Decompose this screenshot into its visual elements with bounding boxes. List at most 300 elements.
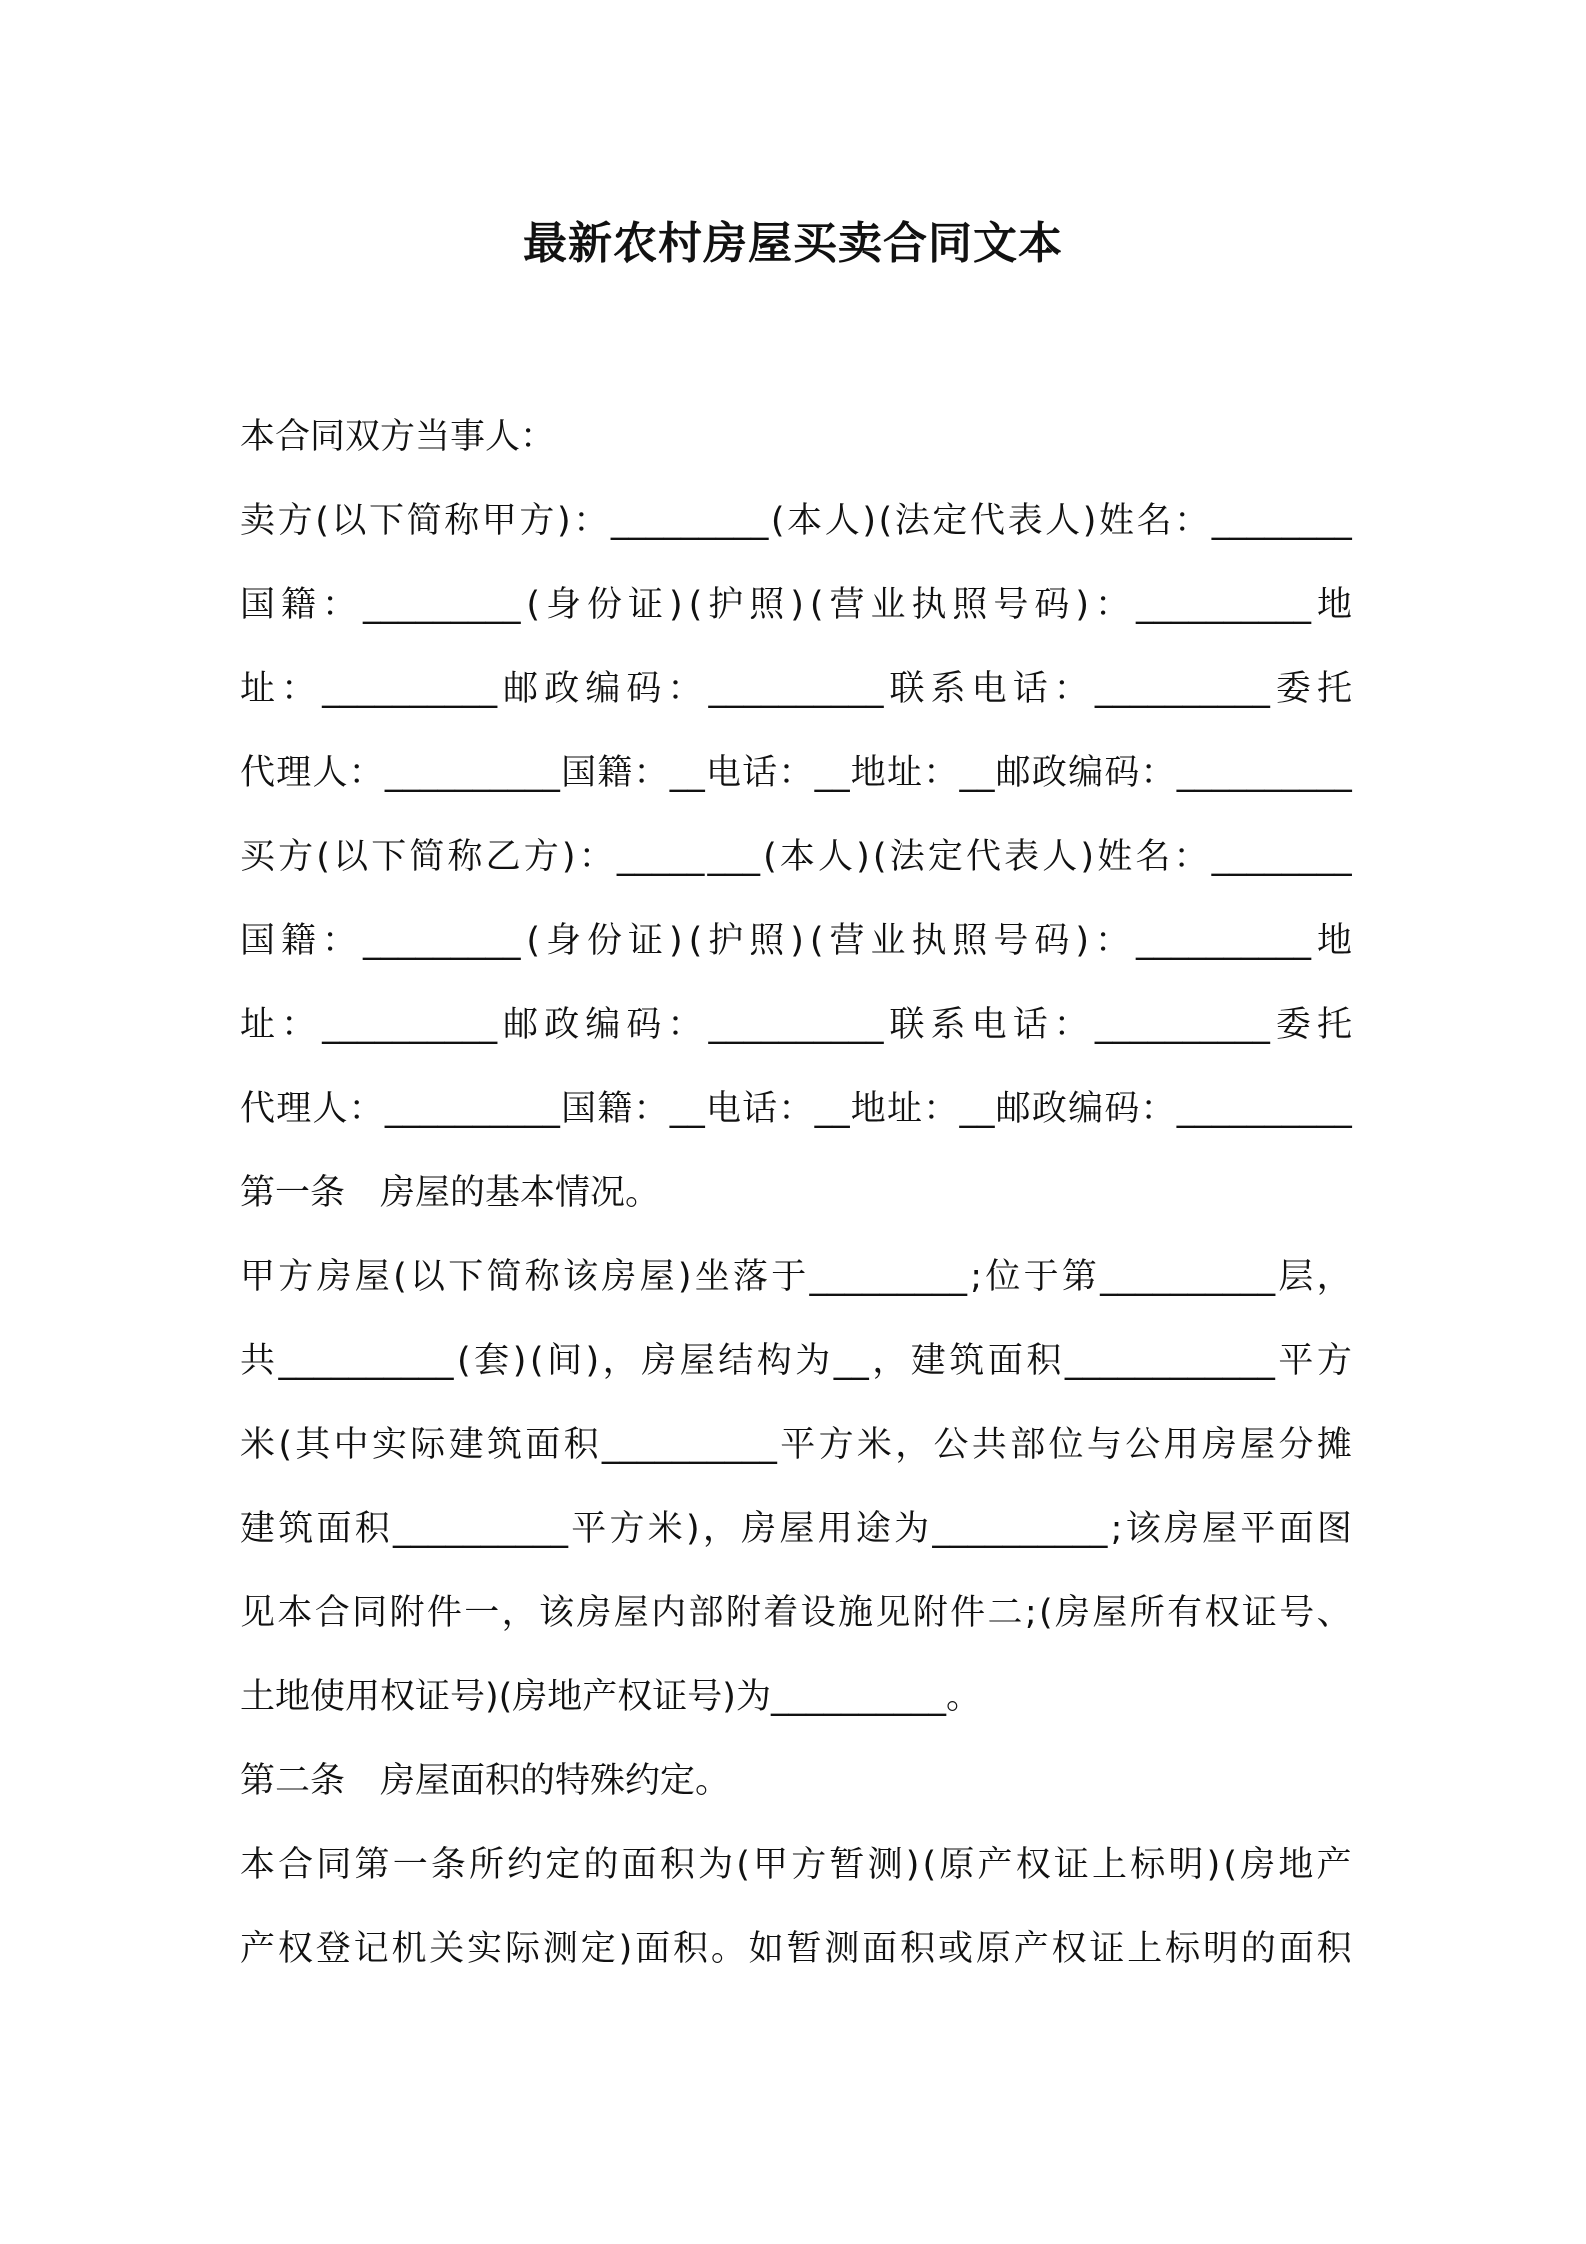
text-glyph: 标 (1130, 1845, 1166, 1885)
text-glyph: 图 (1316, 1509, 1352, 1549)
text-glyph: 积 (1316, 1929, 1352, 1969)
text-glyph: 国 (561, 753, 597, 793)
text-glyph: 称 (447, 837, 483, 877)
text-glyph: 暂 (786, 1929, 822, 1969)
text-glyph: 房 (1201, 1425, 1237, 1465)
text-glyph: 房 (576, 1593, 612, 1633)
text-glyph: 称 (524, 1257, 560, 1297)
buyer-agent-line (240, 1079, 1352, 1163)
text-glyph: 产 (1316, 1845, 1352, 1885)
text-glyph: 屋 (1092, 1593, 1128, 1633)
text-glyph: 表 (1007, 501, 1043, 541)
text-glyph: 政 (1031, 753, 1067, 793)
text-glyph: ) (669, 585, 683, 625)
text-glyph: __ (669, 753, 705, 793)
text-glyph: 份 (587, 585, 623, 625)
text-glyph: 房 (1055, 1593, 1091, 1633)
text-glyph: ， (872, 1341, 908, 1381)
text-glyph: 于 (1023, 1257, 1059, 1297)
text-glyph: 构 (756, 1341, 792, 1381)
text-glyph: 以 (333, 837, 369, 877)
text-glyph: __ (814, 753, 850, 793)
text-glyph: 姓 (1097, 837, 1133, 877)
article-1-paragraph-line (240, 1583, 1352, 1667)
text-glyph: 平 (1240, 1509, 1276, 1549)
text-glyph: 码 (626, 1005, 662, 1045)
text-glyph: 下 (371, 837, 407, 877)
text-glyph: 面 (1278, 1929, 1314, 1969)
text-glyph: ： (321, 921, 357, 961)
text-glyph: __________ (932, 1509, 1108, 1549)
text-glyph: __________ (384, 753, 560, 793)
text-glyph: ) (1075, 585, 1090, 625)
text-glyph: 定 (927, 837, 963, 877)
text-glyph: 人 (312, 753, 348, 793)
text-glyph: 米 (647, 1509, 683, 1549)
text-glyph: 政 (1031, 1089, 1067, 1129)
text-glyph: 表 (1004, 837, 1040, 877)
text-glyph: 编 (1068, 753, 1104, 793)
text-glyph: 平 (1278, 1341, 1314, 1381)
article-1-paragraph-line (240, 1415, 1352, 1499)
text-glyph: ( (770, 501, 785, 541)
text-glyph: 号 (993, 585, 1029, 625)
text-glyph: 机 (391, 1929, 427, 1969)
text-glyph: 际 (410, 1425, 446, 1465)
text-glyph: 第 (1061, 1257, 1097, 1297)
text-glyph: ： (633, 753, 669, 793)
text-glyph: ( (878, 501, 893, 541)
text-glyph: 联 (889, 669, 925, 709)
text-glyph: 米 (856, 1425, 892, 1465)
text-glyph: 同 (316, 1845, 352, 1885)
text-glyph: 平 (780, 1425, 816, 1465)
text-glyph: 人 (824, 501, 860, 541)
text-glyph: ( (526, 921, 541, 961)
text-glyph: __________ (1094, 669, 1270, 709)
seller-agent-line (240, 743, 1352, 827)
text-glyph: ( (393, 1257, 407, 1297)
text-glyph: 定 (580, 1929, 616, 1969)
text-glyph: 系 (930, 1005, 966, 1045)
text-glyph: 营 (829, 921, 865, 961)
text-glyph: 政 (544, 669, 580, 709)
text-glyph: ; (1110, 1509, 1123, 1549)
text-glyph: 电 (705, 1089, 741, 1129)
text-glyph: 结 (718, 1341, 754, 1381)
text-glyph: ) (585, 1341, 600, 1381)
text-glyph: 法 (889, 837, 925, 877)
text-glyph: 码 (626, 669, 662, 709)
text-glyph: 积 (672, 1929, 708, 1969)
text-glyph: ： (1140, 1089, 1176, 1129)
text-glyph: 方 (523, 837, 559, 877)
text-glyph: 积 (900, 1929, 936, 1969)
text-glyph: 上 (1092, 1845, 1128, 1885)
text-glyph: 件 (426, 1593, 462, 1633)
article-2-heading: 第二条 房屋面积的特殊约定。 (240, 1761, 731, 1801)
text-glyph: 护 (708, 585, 744, 625)
text-glyph: ) (905, 1845, 920, 1885)
text-glyph: 途 (855, 1509, 891, 1549)
text-glyph: 产 (977, 1845, 1013, 1885)
document-title: 最新农村房屋买卖合同文本 (523, 218, 1063, 269)
text-glyph: 其 (295, 1425, 331, 1465)
text-glyph: 原 (975, 1929, 1011, 1969)
text-glyph: 附 (912, 1593, 948, 1633)
text-glyph: 房 (641, 1341, 677, 1381)
text-glyph: 编 (1068, 1089, 1104, 1129)
text-glyph: __ (959, 1089, 995, 1129)
text-glyph: __ (959, 753, 995, 793)
text-glyph: 约 (507, 1845, 543, 1885)
text-glyph: 号 (1279, 1593, 1315, 1633)
text-glyph: 面 (621, 1845, 657, 1885)
text-glyph: 本 (779, 837, 815, 877)
text-glyph: __________ (278, 1341, 454, 1381)
text-glyph: 二 (987, 1593, 1023, 1633)
text-glyph: 址 (887, 753, 923, 793)
text-glyph: 国 (240, 921, 276, 961)
text-glyph: __________ (1100, 1257, 1276, 1297)
text-glyph: 用 (817, 1509, 853, 1549)
text-glyph: ( (315, 501, 329, 541)
text-glyph: 该 (539, 1593, 575, 1633)
text-glyph: 照 (749, 585, 785, 625)
text-glyph: 方 (278, 837, 314, 877)
text-glyph: ________ (1211, 837, 1352, 877)
text-glyph: 以 (409, 1257, 445, 1297)
text-glyph: __________ (393, 1509, 568, 1549)
text-glyph: 身 (546, 585, 582, 625)
text-glyph: 套 (474, 1341, 510, 1381)
text-glyph: 测 (867, 1845, 903, 1885)
text-glyph: ： (778, 1089, 814, 1129)
text-glyph: 码 (1104, 753, 1140, 793)
text-glyph: 为 (894, 1509, 930, 1549)
text-glyph: ) (618, 1929, 633, 1969)
text-glyph: 面 (862, 1929, 898, 1969)
text-glyph: 建 (240, 1509, 276, 1549)
text-glyph: _________ (809, 1257, 968, 1297)
text-glyph: _____ (616, 837, 705, 877)
text-glyph: 码 (1034, 585, 1070, 625)
text-glyph: 明 (1202, 1929, 1238, 1969)
text-glyph: 积 (563, 1425, 599, 1465)
text-glyph: 平 (571, 1509, 607, 1549)
text-glyph: __________ (1176, 753, 1352, 793)
text-glyph: 筑 (278, 1509, 314, 1549)
text-glyph: 方 (791, 1845, 827, 1885)
text-glyph: 托 (1316, 669, 1352, 709)
text-glyph: 同 (352, 1593, 388, 1633)
text-glyph: 层 (1278, 1257, 1314, 1297)
text-glyph: 地 (1316, 585, 1352, 625)
text-glyph: 际 (505, 1929, 541, 1969)
text-glyph: ( (809, 921, 824, 961)
text-glyph: 房 (1240, 1845, 1276, 1885)
text-glyph: ___ (707, 837, 760, 877)
text-glyph: 人 (312, 1089, 348, 1129)
text-glyph: 测 (542, 1929, 578, 1969)
text-glyph: 积 (1026, 1341, 1062, 1381)
text-glyph: ________ (1211, 501, 1352, 541)
text-glyph: 中 (333, 1425, 369, 1465)
text-glyph: ， (702, 1509, 738, 1549)
text-glyph: ： (578, 837, 614, 877)
text-glyph: 姓 (1098, 501, 1134, 541)
text-glyph: 话 (742, 753, 778, 793)
text-glyph: ) (512, 1341, 527, 1381)
text-glyph: 本 (240, 1845, 276, 1885)
text-glyph: 米 (240, 1425, 276, 1465)
text-glyph: 附 (389, 1593, 425, 1633)
text-glyph: 地 (1278, 1845, 1314, 1885)
text-glyph: ( (529, 1341, 544, 1381)
text-glyph: ， (1316, 1257, 1352, 1297)
text-glyph: 权 (277, 1929, 313, 1969)
text-glyph: 人 (818, 837, 854, 877)
text-glyph: 下 (369, 501, 405, 541)
text-glyph: 证 (1089, 1929, 1125, 1969)
text-glyph: 码 (1104, 1089, 1140, 1129)
text-glyph: 护 (708, 921, 744, 961)
text-glyph: ： (1174, 501, 1210, 541)
text-glyph: 实 (371, 1425, 407, 1465)
text-glyph: 积 (659, 1845, 695, 1885)
text-glyph: ; (970, 1257, 983, 1297)
text-glyph: 实 (467, 1929, 503, 1969)
text-glyph: ) (790, 921, 804, 961)
text-glyph: 建 (448, 1425, 484, 1465)
text-glyph: 用 (1163, 1425, 1199, 1465)
text-glyph: 筑 (949, 1341, 985, 1381)
text-glyph: ： (778, 753, 814, 793)
text-glyph: 产 (240, 1929, 276, 1969)
text-glyph: 邮 (503, 1005, 539, 1045)
text-glyph: 方 (519, 501, 555, 541)
text-glyph: __________ (1135, 585, 1311, 625)
text-glyph: 业 (870, 585, 906, 625)
text-glyph: 代 (240, 753, 276, 793)
text-glyph: 籍 (280, 921, 316, 961)
seller-address-line (240, 659, 1352, 743)
text-glyph: ( (688, 585, 703, 625)
text-glyph: ( (457, 1341, 471, 1381)
text-glyph: __________ (1094, 1005, 1270, 1045)
text-glyph: ： (923, 753, 959, 793)
text-glyph: ( (316, 837, 330, 877)
text-glyph: 理 (276, 753, 312, 793)
text-glyph: 方 (278, 1257, 314, 1297)
text-glyph: __________ (1135, 921, 1311, 961)
text-glyph: 编 (585, 669, 621, 709)
text-glyph: _________ (362, 585, 521, 625)
article-1-paragraph-line (240, 1247, 1352, 1331)
text-glyph: ( (1039, 1593, 1053, 1633)
text-glyph: 屋 (679, 1341, 715, 1381)
text-glyph: 屋 (639, 1257, 675, 1297)
text-glyph: 法 (894, 501, 930, 541)
document-body (240, 407, 1352, 2003)
text-glyph: 籍 (597, 1089, 633, 1129)
text-glyph: 甲 (753, 1845, 789, 1885)
text-glyph: 位 (1048, 1425, 1084, 1465)
text-glyph: 邮 (995, 1089, 1031, 1129)
text-glyph: ) (1080, 837, 1095, 877)
text-glyph: 。 (710, 1929, 746, 1969)
text-glyph: 地 (850, 753, 886, 793)
article-2-paragraph-line (240, 1919, 1352, 2003)
text-glyph: 证 (1053, 1845, 1089, 1885)
text-glyph: ： (573, 501, 609, 541)
text-glyph: 地 (850, 1089, 886, 1129)
text-glyph: ， (895, 1425, 931, 1465)
text-glyph: 原 (939, 1845, 975, 1885)
text-glyph: 身 (546, 921, 582, 961)
text-glyph: 话 (1012, 1005, 1048, 1045)
text-glyph: 国 (240, 585, 276, 625)
text-glyph: 简 (486, 1257, 522, 1297)
text-glyph: 房 (741, 1509, 777, 1549)
text-glyph: ： (667, 1005, 703, 1045)
seller-nationality-line (240, 575, 1352, 659)
text-glyph: 见 (875, 1593, 911, 1633)
text-glyph: 合 (278, 1845, 314, 1885)
text-glyph: 积 (354, 1509, 390, 1549)
text-glyph: 证 (628, 585, 664, 625)
text-glyph: 方 (609, 1509, 645, 1549)
text-glyph: 落 (733, 1257, 769, 1297)
text-glyph: 位 (985, 1257, 1021, 1297)
article-1-heading: 第一条 房屋的基本情况。 (240, 1173, 661, 1213)
text-glyph: 址 (887, 1089, 923, 1129)
text-glyph: 记 (353, 1929, 389, 1969)
text-glyph: 代 (965, 837, 1001, 877)
text-glyph: 简 (409, 837, 445, 877)
text-glyph: 卖 (240, 501, 276, 541)
text-glyph: 籍 (280, 585, 316, 625)
text-glyph: 条 (430, 1845, 466, 1885)
text-glyph: ) (556, 501, 571, 541)
text-glyph: ( (763, 837, 777, 877)
text-glyph: 照 (952, 921, 988, 961)
text-glyph: 甲 (240, 1257, 276, 1297)
text-glyph: 址 (240, 1005, 276, 1045)
text-glyph: 为 (795, 1341, 831, 1381)
text-glyph: 建 (910, 1341, 946, 1381)
text-glyph: 执 (911, 921, 947, 961)
text-glyph: 着 (763, 1593, 799, 1633)
text-glyph: ( (809, 585, 824, 625)
text-glyph: ____________ (1064, 1341, 1275, 1381)
text-glyph: ： (348, 1089, 384, 1129)
text-glyph: 定 (932, 501, 968, 541)
text-glyph: ： (348, 753, 384, 793)
text-glyph: 联 (889, 1005, 925, 1045)
text-glyph: 房 (316, 1257, 352, 1297)
text-glyph: 与 (1086, 1425, 1122, 1465)
text-glyph: 电 (971, 669, 1007, 709)
text-glyph: 测 (824, 1929, 860, 1969)
text-glyph: 本 (277, 1593, 313, 1633)
text-glyph: 公 (933, 1425, 969, 1465)
text-glyph: 所 (1129, 1593, 1165, 1633)
buyer-name-line (240, 827, 1352, 911)
text-glyph: 屋 (779, 1509, 815, 1549)
text-glyph: 共 (240, 1341, 276, 1381)
text-glyph: 附 (725, 1593, 761, 1633)
text-glyph: 方 (1316, 1341, 1352, 1381)
text-glyph: 于 (771, 1257, 807, 1297)
text-glyph: 籍 (597, 753, 633, 793)
text-glyph: __ (669, 1089, 705, 1129)
text-glyph: 编 (585, 1005, 621, 1045)
text-glyph: ： (667, 669, 703, 709)
seller-name-line (240, 491, 1352, 575)
buyer-nationality-line (240, 911, 1352, 995)
text-glyph: ： (281, 669, 317, 709)
text-glyph: ) (1075, 921, 1090, 961)
text-glyph: 照 (952, 585, 988, 625)
text-glyph: 代 (240, 1089, 276, 1129)
text-glyph: 登 (315, 1929, 351, 1969)
text-glyph: 本 (787, 501, 823, 541)
text-glyph: 明 (1168, 1845, 1204, 1885)
text-glyph: ) (677, 1257, 692, 1297)
text-glyph: 证 (1241, 1593, 1277, 1633)
text-glyph: 托 (1316, 1005, 1352, 1045)
article-1-paragraph-line (240, 1331, 1352, 1415)
text-glyph: ， (501, 1593, 537, 1633)
text-glyph: 面 (1278, 1509, 1314, 1549)
text-glyph: 权 (1051, 1929, 1087, 1969)
text-glyph: 方 (277, 501, 313, 541)
text-glyph: 下 (448, 1257, 484, 1297)
text-glyph: 名 (1136, 501, 1172, 541)
text-glyph: ( (278, 1425, 292, 1465)
parties-intro-line: 本合同双方当事人： (240, 417, 556, 457)
text-glyph: 名 (1135, 837, 1171, 877)
text-glyph: 照 (749, 921, 785, 961)
text-glyph: 间 (547, 1341, 583, 1381)
text-glyph: ： (633, 1089, 669, 1129)
text-glyph: ( (872, 837, 887, 877)
text-glyph: 人 (1042, 837, 1078, 877)
text-glyph: 邮 (503, 669, 539, 709)
text-glyph: __ (833, 1341, 869, 1381)
text-glyph: 产 (1013, 1929, 1049, 1969)
text-glyph: ) (1082, 501, 1097, 541)
text-glyph: 分 (1278, 1425, 1314, 1465)
text-glyph: 房 (601, 1257, 637, 1297)
text-glyph: 所 (469, 1845, 505, 1885)
text-glyph: ( (1223, 1845, 1238, 1885)
text-glyph: 政 (544, 1005, 580, 1045)
text-glyph: 件 (950, 1593, 986, 1633)
text-glyph: ( (922, 1845, 937, 1885)
text-glyph: 为 (698, 1845, 734, 1885)
article-2-paragraph-line (240, 1835, 1352, 1919)
text-glyph: ( (526, 585, 541, 625)
text-glyph: ， (602, 1341, 638, 1381)
text-glyph: 合 (314, 1593, 350, 1633)
text-glyph: 国 (561, 1089, 597, 1129)
text-glyph: 摊 (1316, 1425, 1352, 1465)
text-glyph: 如 (748, 1929, 784, 1969)
text-glyph: ： (321, 585, 357, 625)
text-glyph: 设 (800, 1593, 836, 1633)
